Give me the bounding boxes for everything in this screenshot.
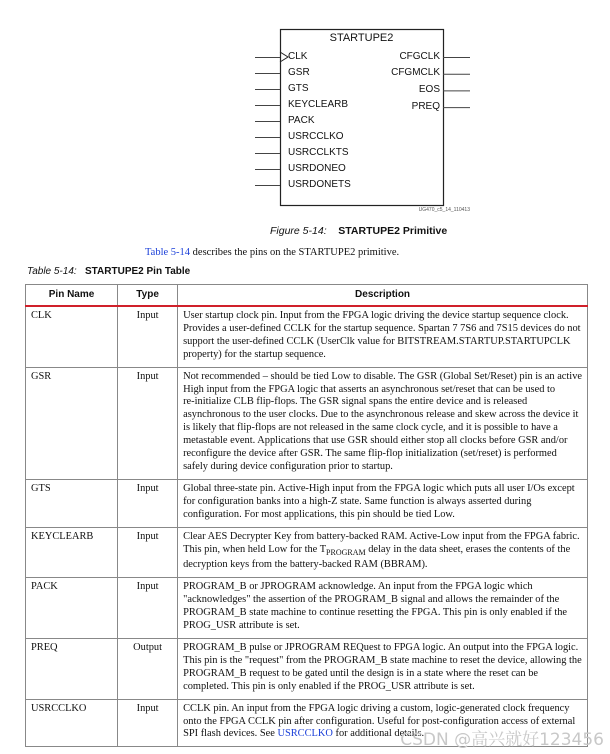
description-line <box>183 448 582 461</box>
table-caption <box>27 266 190 277</box>
left-pin-label: USRDONEO <box>288 162 346 174</box>
description-text: High input from the FPGA logic that asserts an asynchronous set/reset that can be used to <box>183 383 556 395</box>
description-text: support the user-defined CCLK (UserClk value for BITSTREAM.STARTUP.STARTUPCLK <box>183 335 571 347</box>
description-line <box>183 371 582 384</box>
figure-number: Figure 5-14: <box>270 225 327 237</box>
description-line <box>183 461 582 474</box>
description-line <box>183 384 582 397</box>
pin-name: PREQ <box>26 639 118 700</box>
pin-description <box>178 367 588 479</box>
figure-title: STARTUPE2 Primitive <box>338 225 448 237</box>
table-row <box>26 479 588 527</box>
description-text: PROGRAM_B state machine to continue resetting the FPGA. This pin is only enabled if the <box>183 607 568 619</box>
description-text: configuration. For most applications, this pin should be tied Low. <box>183 508 455 520</box>
left-pin-label: GTS <box>288 82 309 94</box>
description-text: delay in the data sheet, erases the contents of the <box>365 543 571 555</box>
left-pin-label: PACK <box>288 114 315 126</box>
intro-paragraph <box>145 247 399 258</box>
description-text: safely during device configuration prior to startup. <box>183 460 393 472</box>
intro-text: describes the pins on the STARTUPE2 primitive. <box>190 247 400 258</box>
header-pin-name: Pin Name <box>26 285 118 307</box>
table-number: Table 5-14: <box>27 266 77 277</box>
description-line <box>183 594 582 607</box>
clock-input-triangle <box>280 52 288 62</box>
pin-description <box>178 527 588 578</box>
pin-type: Input <box>118 699 178 747</box>
description-line <box>183 310 582 323</box>
description-text: decryption keys from the battery-backed RAM (BBRAM). <box>183 559 428 571</box>
description-text: Provides a user-defined CCLK for the startup sequence. Spartan 7 7S6 and 7S15 devices do not <box>183 322 581 334</box>
pin-name: GTS <box>26 479 118 527</box>
pin-type: Output <box>118 639 178 700</box>
left-pin-label: USRCCLKO <box>288 130 344 142</box>
right-pin-label: EOS <box>418 83 440 95</box>
description-line <box>183 607 582 620</box>
drawing-id: UG470_c5_14_110413 <box>418 207 470 213</box>
description-line <box>183 409 582 422</box>
table-row <box>26 527 588 578</box>
description-line <box>183 703 582 716</box>
description-text: metastable event. Applications that use GSR should either stop all clocks before GSR and/or <box>183 435 568 447</box>
description-line <box>183 422 582 435</box>
description-text: Global three-state pin. Active-High input from the FPGA logic which puts all user I/Os except <box>183 482 575 494</box>
description-line <box>183 323 582 336</box>
description-text: asynchronous to the user clocks. Due to the asynchronous release and skew across the device it <box>183 409 579 421</box>
left-pin-label: KEYCLEARB <box>288 98 349 110</box>
description-text: Clear AES Decrypter Key from battery-backed RAM. Active-Low input from the FPGA fabric. <box>183 530 580 542</box>
pin-type: Input <box>118 527 178 578</box>
description-text: SPI flash devices. See <box>183 728 278 740</box>
pin-description <box>178 306 588 367</box>
pin-type: Input <box>118 578 178 639</box>
description-line <box>183 349 582 362</box>
header-type: Type <box>118 285 178 307</box>
subscript: PROGRAM <box>326 547 366 557</box>
right-pin-label: PREQ <box>411 100 440 112</box>
description-line <box>183 509 582 522</box>
description-line <box>183 655 582 668</box>
description-text: PROGRAM_B pulse or JPROGRAM REQuest to FPGA logic. An output into the FPGA logic. <box>183 642 579 654</box>
table-row <box>26 639 588 700</box>
pin-description <box>178 639 588 700</box>
description-text: PROGRAM_B request to be gated until the design is in a state where the reset can be <box>183 667 539 679</box>
description-text: for configuration banks into a high-Z state. Same function is always asserted during <box>183 495 532 507</box>
table-title: STARTUPE2 Pin Table <box>85 266 191 277</box>
pin-name: GSR <box>26 367 118 479</box>
table-row <box>26 578 588 639</box>
description-text: reconfigure the device after GSR. The same flip-flop initialization (set/reset) is performed <box>183 448 557 460</box>
pin-type: Input <box>118 367 178 479</box>
pin-name: PACK <box>26 578 118 639</box>
pin-table <box>25 284 588 747</box>
description-line <box>183 581 582 594</box>
right-pin-label: CFGCLK <box>399 50 440 62</box>
pin-type: Input <box>118 479 178 527</box>
left-pin-label: GSR <box>288 66 310 78</box>
description-line <box>183 642 582 655</box>
figure-caption <box>270 225 447 237</box>
description-text: property) for the startup sequence. <box>183 348 326 360</box>
description-text: re-initialize CLB flip-flops. The GSR signal spans the entire device and is released <box>183 396 528 408</box>
description-line <box>183 531 582 544</box>
description-text: PROG_USR attribute is set. <box>183 620 300 632</box>
description-text: PROGRAM_B or JPROGRAM acknowledge. An input from the FPGA logic which <box>183 581 533 593</box>
description-text: is likely that flip-flops are not released in the same clock cycle, and it is possible to have a <box>183 422 558 434</box>
pin-type: Input <box>118 306 178 367</box>
usrcclko-link[interactable]: USRCCLKO <box>277 728 333 740</box>
description-line <box>183 559 582 572</box>
description-text: This pin, when held Low for the T <box>183 543 327 555</box>
description-text: This pin is the "request" from the PROGRAM_B state machine to reset the device, allowing the <box>183 654 582 666</box>
right-pin-label: CFGMCLK <box>391 67 440 79</box>
left-pin-label: CLK <box>288 50 308 62</box>
pin-name: CLK <box>26 306 118 367</box>
pin-description <box>178 578 588 639</box>
description-text: for additional details. <box>332 728 425 740</box>
description-line <box>183 668 582 681</box>
left-pin-label: USRCCLKTS <box>288 146 349 158</box>
pin-description <box>178 479 588 527</box>
pin-name: USRCCLKO <box>26 699 118 747</box>
description-line <box>183 483 582 496</box>
watermark: CSDN @高兴就好123456 <box>400 730 604 750</box>
table-link[interactable]: Table 5-14 <box>145 247 191 258</box>
table-row <box>26 306 588 367</box>
description-line <box>183 544 582 560</box>
description-text: User startup clock pin. Input from the FPGA logic driving the device startup sequence clock. <box>183 310 569 321</box>
description-line <box>183 396 582 409</box>
description-line <box>183 435 582 448</box>
description-line <box>183 336 582 349</box>
description-line <box>183 620 582 633</box>
description-line <box>183 681 582 694</box>
description-text: CCLK pin. An input from the FPGA logic driving a custom, logic-generated clock frequency <box>183 702 570 714</box>
pin-name: KEYCLEARB <box>26 527 118 578</box>
description-text: completed. This pin is only enabled if the PROG_USR attribute is set. <box>183 680 475 692</box>
description-text: "acknowledges" the assertion of the PROGRAM_B signal and allows the remainder of the <box>183 594 560 606</box>
description-text: onto the FPGA CCLK pin after configuration. Useful for post-configuration access of external <box>183 715 576 727</box>
left-pin-label: USRDONETS <box>288 178 351 190</box>
header-description: Description <box>178 285 588 307</box>
description-line <box>183 496 582 509</box>
table-row <box>26 367 588 479</box>
block-title: STARTUPE2 <box>329 32 394 44</box>
description-text: Not recommended – should be tied Low to disable. The GSR (Global Set/Reset) pin is an active <box>183 370 582 382</box>
